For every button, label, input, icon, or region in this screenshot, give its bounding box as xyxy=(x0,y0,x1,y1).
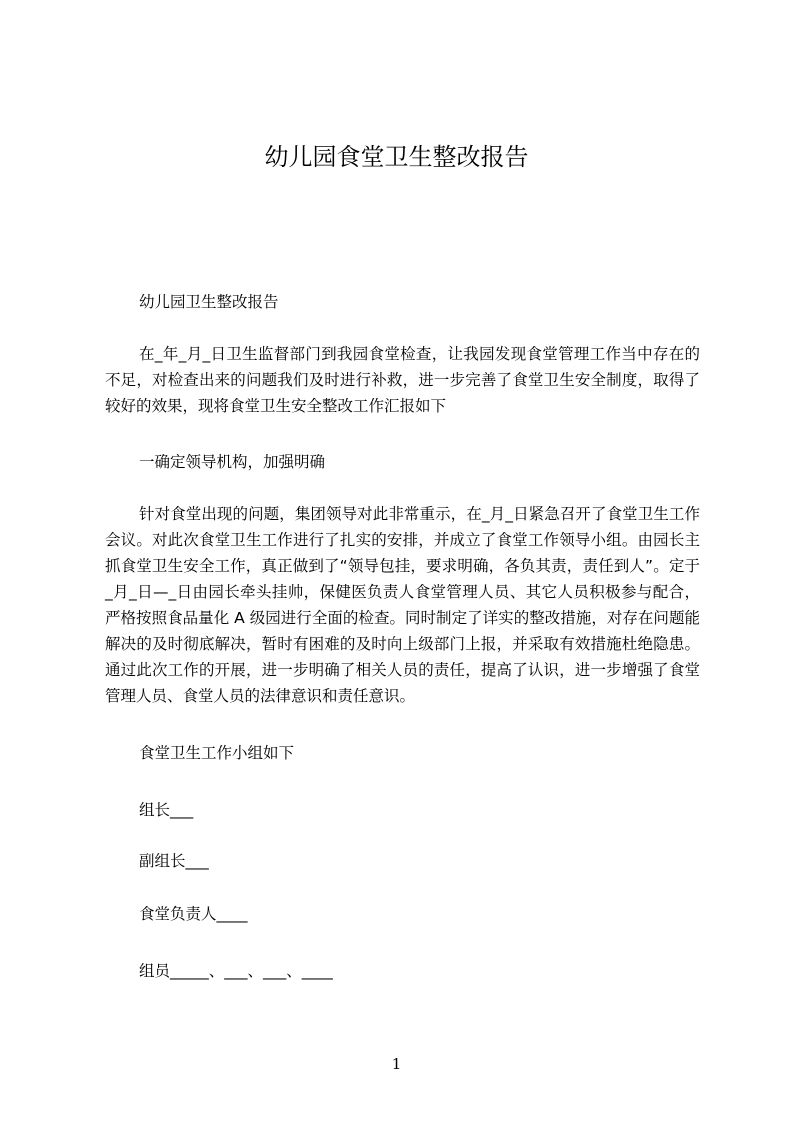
deputy-leader-field: 副组长___ xyxy=(139,852,209,870)
paragraph-leadership-details: 针对食堂出现的问题，集团领导对此非常重示，在_月_日紧急召开了食堂卫生工作会议。对此次食堂卫生工作进行了扎实的安排，并成立了食堂工作领导小组。由园长主抓食堂卫生安全工作，真正做到了“领导包挂，要求明确，各负其责，责任到人”。定于_月_日—_日由园长牵头挂帅，保健医负责人食堂管理人员、其它人员积极参与配合，严格按照食品量化 A 级园进行全面的检查。同时制定了详实的整改措施，对存在问题能解决的及时彻底解决，暂时有困难的及时向上级部门上报，并采取有效措施杜绝隐患。通过此次工作的开展，进一步明确了相关人员的责任，提高了认识，进一步增强了食堂管理人员、食堂人员的法律意识和责任意识。 xyxy=(105,505,700,705)
report-subtitle: 幼儿园卫生整改报告 xyxy=(139,293,279,311)
canteen-head-field: 食堂负责人____ xyxy=(139,905,248,923)
page-number: 1 xyxy=(391,1055,402,1073)
members-field: 组员_____、___、___、____ xyxy=(139,962,333,980)
section-heading-leadership: 一确定领导机构，加强明确 xyxy=(139,453,326,471)
group-list-heading: 食堂卫生工作小组如下 xyxy=(139,744,295,762)
group-leader-field: 组长___ xyxy=(139,801,194,819)
document-title: 幼儿园食堂卫生整改报告 xyxy=(264,143,529,171)
paragraph-inspection-summary: 在_年_月_日卫生监督部门到我园食堂检查，让我园发现食堂管理工作当中存在的不足，对检查出来的问题我们及时进行补救，进一步完善了食堂卫生安全制度，取得了较好的效果，现将食堂卫生安全整改工作汇报如下 xyxy=(105,345,700,415)
